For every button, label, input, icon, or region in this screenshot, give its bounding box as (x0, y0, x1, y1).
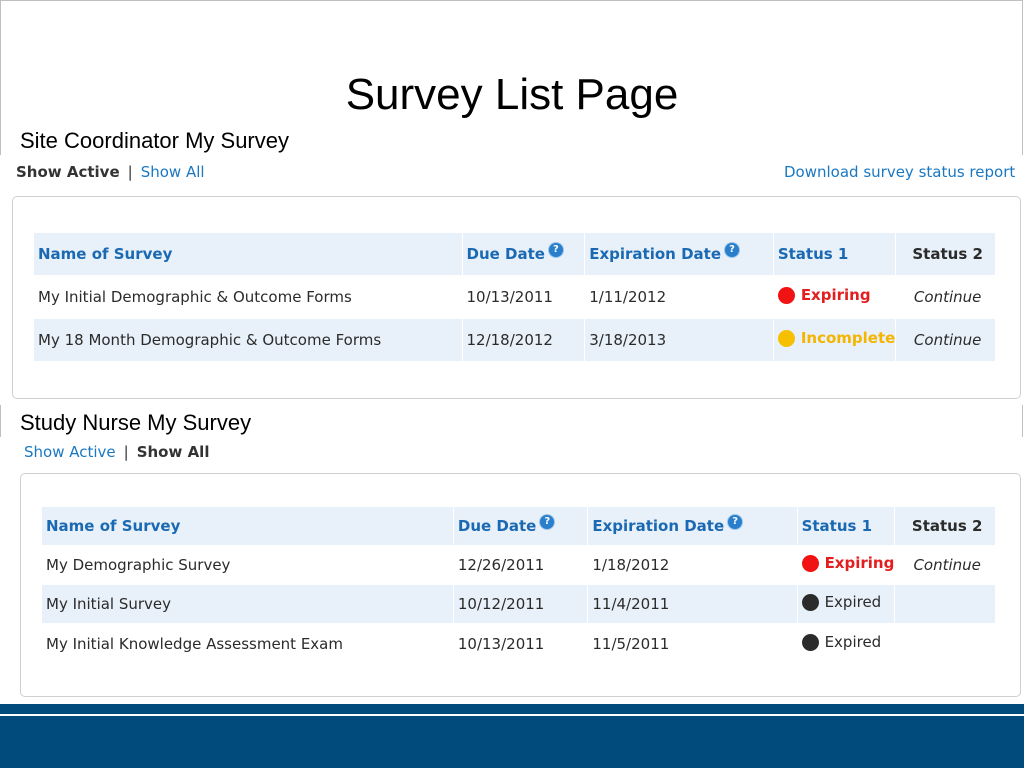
table-row (42, 545, 996, 585)
survey-name-link[interactable]: My Demographic Survey (42, 545, 453, 585)
study-nurse-screenshot (0, 437, 1024, 702)
table-header-row (34, 233, 996, 275)
status1-cell (773, 275, 895, 319)
due-date-cell: 10/13/2011 (453, 623, 588, 665)
survey-table (34, 233, 996, 361)
red-dot-icon (778, 287, 795, 304)
due-date-cell: 12/18/2012 (462, 319, 585, 361)
section-heading-study-nurse: Study Nurse My Survey (20, 410, 252, 435)
continue-link[interactable]: Continue (896, 275, 996, 319)
site-coordinator-screenshot (0, 155, 1024, 405)
due-date-cell: 10/12/2011 (453, 585, 588, 623)
status-badge: Incomplete (778, 329, 895, 347)
table-row (34, 275, 996, 319)
col-status2-header: Status 2 (896, 233, 996, 275)
col-name-header[interactable]: Name of Survey (42, 507, 453, 545)
help-icon[interactable]: ? (540, 515, 554, 529)
yellow-dot-icon (778, 330, 795, 347)
col-status2-header: Status 2 (895, 507, 996, 545)
survey-name-cell: My Initial Survey (42, 585, 453, 623)
black-dot-icon (802, 634, 819, 651)
status1-cell (797, 585, 895, 623)
status-badge: Expired (802, 633, 882, 651)
filter-separator: | (123, 443, 129, 461)
expiration-date-cell: 1/11/2012 (585, 275, 774, 319)
show-active-filter[interactable]: Show Active (16, 163, 120, 181)
col-due-header[interactable]: Due Date ? (462, 233, 585, 275)
status2-cell (895, 585, 996, 623)
table-row (42, 585, 996, 623)
red-dot-icon (802, 555, 819, 572)
black-dot-icon (802, 594, 819, 611)
survey-name-link[interactable]: My Initial Demographic & Outcome Forms (34, 275, 462, 319)
status-badge: Expired (802, 593, 882, 611)
status2-cell (895, 623, 996, 665)
table-header-row (42, 507, 996, 545)
status-badge: Expiring (802, 554, 895, 572)
table-row (34, 319, 996, 361)
show-all-filter[interactable]: Show All (136, 443, 210, 461)
section-heading-site-coordinator: Site Coordinator My Survey (20, 128, 289, 153)
help-icon[interactable]: ? (725, 243, 739, 257)
col-status1-header[interactable]: Status 1 (773, 233, 895, 275)
due-date-cell: 10/13/2011 (462, 275, 585, 319)
col-expiration-header[interactable]: Expiration Date ? (585, 233, 774, 275)
table-row (42, 623, 996, 665)
page-title: Survey List Page (345, 70, 679, 119)
help-icon[interactable]: ? (549, 243, 563, 257)
download-report-link[interactable]: Download survey status report (784, 163, 1016, 181)
due-date-cell: 12/26/2011 (453, 545, 588, 585)
expiration-date-cell: 11/5/2011 (588, 623, 797, 665)
filter-bar (16, 163, 205, 181)
expiration-date-cell: 11/4/2011 (588, 585, 797, 623)
footer-divider (0, 714, 1024, 716)
survey-name-link[interactable]: My 18 Month Demographic & Outcome Forms (34, 319, 462, 361)
continue-link[interactable]: Continue (896, 319, 996, 361)
col-name-header[interactable]: Name of Survey (34, 233, 462, 275)
show-active-filter[interactable]: Show Active (24, 443, 116, 461)
col-status1-header[interactable]: Status 1 (797, 507, 895, 545)
help-icon[interactable]: ? (728, 515, 742, 529)
filter-separator: | (127, 163, 133, 181)
survey-table (42, 507, 996, 665)
status-badge: Expiring (778, 286, 871, 304)
status1-cell (773, 319, 895, 361)
show-all-filter[interactable]: Show All (140, 163, 205, 181)
survey-name-cell: My Initial Knowledge Assessment Exam (42, 623, 453, 665)
col-expiration-header[interactable]: Expiration Date ? (588, 507, 797, 545)
status1-cell (797, 545, 895, 585)
filter-bar (24, 443, 209, 461)
expiration-date-cell: 1/18/2012 (588, 545, 797, 585)
expiration-date-cell: 3/18/2013 (585, 319, 774, 361)
status1-cell (797, 623, 895, 665)
continue-link[interactable]: Continue (895, 545, 996, 585)
col-due-header[interactable]: Due Date ? (453, 507, 588, 545)
